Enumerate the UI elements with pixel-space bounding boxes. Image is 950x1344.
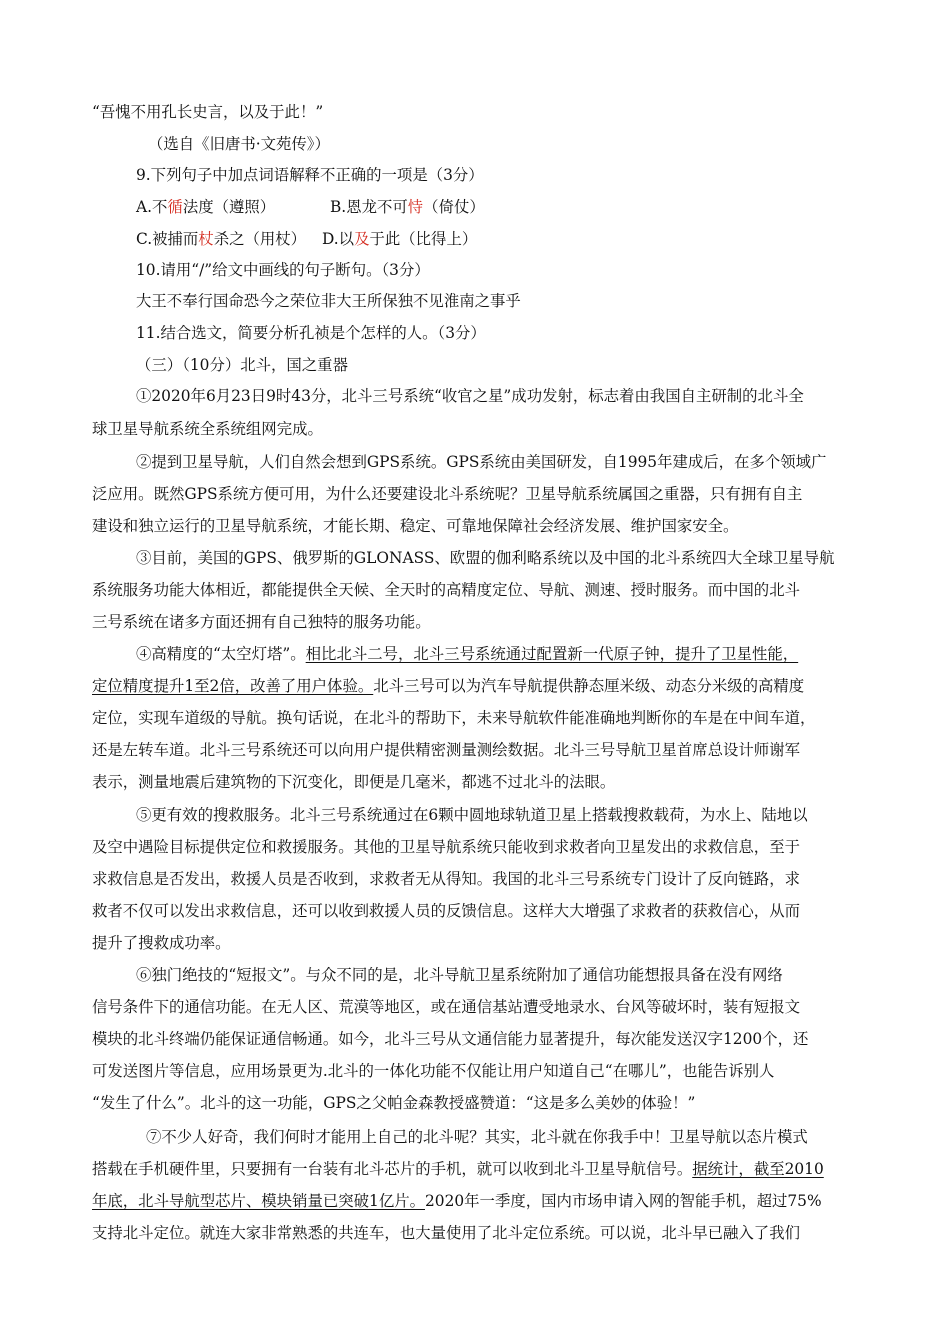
para-line: 救者不仅可以发出求救信息，还可以收到救援人员的反馈信息。这样大大增强了求救者的获救信心，从而 <box>92 902 800 920</box>
para-line: 支持北斗定位。就连大家非常熟悉的共连车，也大量使用了北斗定位系统。可以说，北斗早已融入了我们 <box>92 1224 800 1242</box>
para-line: 定位，实现车道级的导航。换句话说，在北斗的帮助下，未来导航软件能准确地判断你的车是在中间车道， <box>92 709 816 727</box>
keyword: 循 <box>167 198 183 216</box>
underlined-sentence: 相比北斗二号，北斗三号系统通过配置新一代原子钟，提升了卫星性能， <box>305 645 799 663</box>
para-line: ③目前，美国的GPS、俄罗斯的GLONASS、欧盟的伽利略系统以及中国的北斗系统四大全球卫星导航 <box>136 549 835 567</box>
option-text: 于此（比得上） <box>369 230 478 248</box>
para-line <box>92 1190 822 1212</box>
option-text: 杀之（用杖） <box>213 230 307 248</box>
para-line <box>92 1158 824 1180</box>
para-line: 模块的北斗终端仍能保证通信畅通。如今，北斗三号从文通信能力显著提升，每次能发送汉字1200个，还 <box>92 1030 809 1048</box>
q10-stem: 10.请用“/”给文中画线的句子断句。（3分） <box>136 261 430 279</box>
para-text: 搭载在手机硬件里，只要拥有一台装有北斗芯片的手机，就可以收到北斗卫星导航信号。 <box>92 1160 693 1178</box>
para-line: 可发送图片等信息，应用场景更为.北斗的一体化功能不仅能让用户知道自己“在哪儿”，也能告诉别人 <box>92 1062 775 1080</box>
q11-stem: 11.结合选文，简要分析孔祯是个怎样的人。（3分） <box>136 324 486 342</box>
option-text: A.不 <box>136 198 168 216</box>
para-line: “发生了什么”。北斗的这一功能，GPS之父帕金森教授盛赞道：“这是多么美妙的体验！” <box>92 1094 696 1112</box>
option-text: （倚仗） <box>423 198 485 216</box>
para-line: 信号条件下的通信功能。在无人区、荒漠等地区，或在通信基站遭受地录水、台风等破坏时，装有短报文 <box>92 998 800 1016</box>
source-citation: （选自《旧唐书·文苑传》） <box>148 135 330 153</box>
para-line: 泛应用。既然GPS系统方便可用，为什么还要建设北斗系统呢？卫星导航系统属国之重器，只有拥有自主 <box>92 485 803 503</box>
keyword: 及 <box>354 230 370 248</box>
para-line: 建设和独立运行的卫星导航系统，才能长期、稳定、可靠地保障社会经济发展、维护国家安全。 <box>92 517 739 535</box>
option-text: B.恩龙不可 <box>330 198 408 216</box>
keyword: 恃 <box>407 198 424 216</box>
para-line: ②提到卫星导航，人们自然会想到GPS系统。GPS系统由美国研发，自1995年建成后，在多个领域广 <box>136 453 827 471</box>
para-text: 北斗三号可以为汽车导航提供静态厘米级、动态分米级的高精度 <box>373 677 805 695</box>
para-line: 三号系统在诸多方面还拥有自己独特的服务功能。 <box>92 613 431 631</box>
option-text: C.被捕而 <box>136 230 199 248</box>
para-line <box>136 643 798 665</box>
para-line: ⑤更有效的搜救服务。北斗三号系统通过在6颗中圆地球轨道卫星上搭载搜救载荷，为水上、陆地以 <box>136 806 808 824</box>
para-line: 及空中遇险目标提供定位和救援服务。其他的卫星导航系统只能收到求救者向卫星发出的求救信息，至于 <box>92 838 800 856</box>
para-text: 2020年一季度，国内市场申请入网的智能手机，超过75% <box>425 1192 822 1210</box>
para-line: ⑥独门绝技的“短报文”。与众不同的是，北斗导航卫星系统附加了通信功能想报具备在没有网络 <box>136 966 783 984</box>
option-text: 法度（遵照） <box>182 198 276 216</box>
underlined-sentence: 据统计，截至2010 <box>692 1160 824 1178</box>
option-text: D.以 <box>322 230 355 248</box>
q9-option-a <box>136 196 275 218</box>
para-line: ⑦不少人好奇，我们何时才能用上自己的北斗呢？其实，北斗就在你我手中！卫星导航以态片模式 <box>146 1128 808 1146</box>
quote-end: “吾愧不用孔长史言，以及于此！” <box>92 103 324 121</box>
para-line: 还是左转车道。北斗三号系统还可以向用户提供精密测量测绘数据。北斗三号导航卫星首席总设计师谢军 <box>92 741 800 759</box>
q9-option-d <box>322 228 477 250</box>
para-line <box>92 675 804 697</box>
q10-sentence: 大王不奉行国命恐今之荣位非大王所保独不见淮南之事乎 <box>136 292 521 310</box>
para-line: 球卫星导航系统全系统组网完成。 <box>92 420 323 438</box>
underlined-sentence: 年底，北斗导航型芯片、模块销量已突破1亿片。 <box>92 1192 425 1210</box>
para-text: ④高精度的“太空灯塔”。 <box>136 645 306 663</box>
para-line: 提升了搜救成功率。 <box>92 934 231 952</box>
para-line: 求救信息是否发出，救援人员是否收到，求救者无从得知。我国的北斗三号系统专门设计了反向链路，求 <box>92 870 800 888</box>
q9-option-c <box>136 228 306 250</box>
para-line: ①2020年6月23日9时43分，北斗三号系统“收官之星”成功发射，标志着由我国自主研制的北斗全 <box>136 387 804 405</box>
underlined-sentence: 定位精度提升1至2倍，改善了用户体验。 <box>92 677 374 695</box>
para-line: 系统服务功能大体相近，都能提供全天候、全天时的高精度定位、导航、测速、授时服务。而中国的北斗 <box>92 581 800 599</box>
section-title: （三）（10分）北斗，国之重器 <box>136 356 348 374</box>
para-line: 表示，测量地震后建筑物的下沉变化，即便是几毫米，都逃不过北斗的法眼。 <box>92 773 616 791</box>
q9-stem: 9.下列句子中加点词语解释不正确的一项是（3分） <box>136 166 484 184</box>
q9-option-b <box>330 196 485 218</box>
keyword: 杖 <box>198 230 214 248</box>
